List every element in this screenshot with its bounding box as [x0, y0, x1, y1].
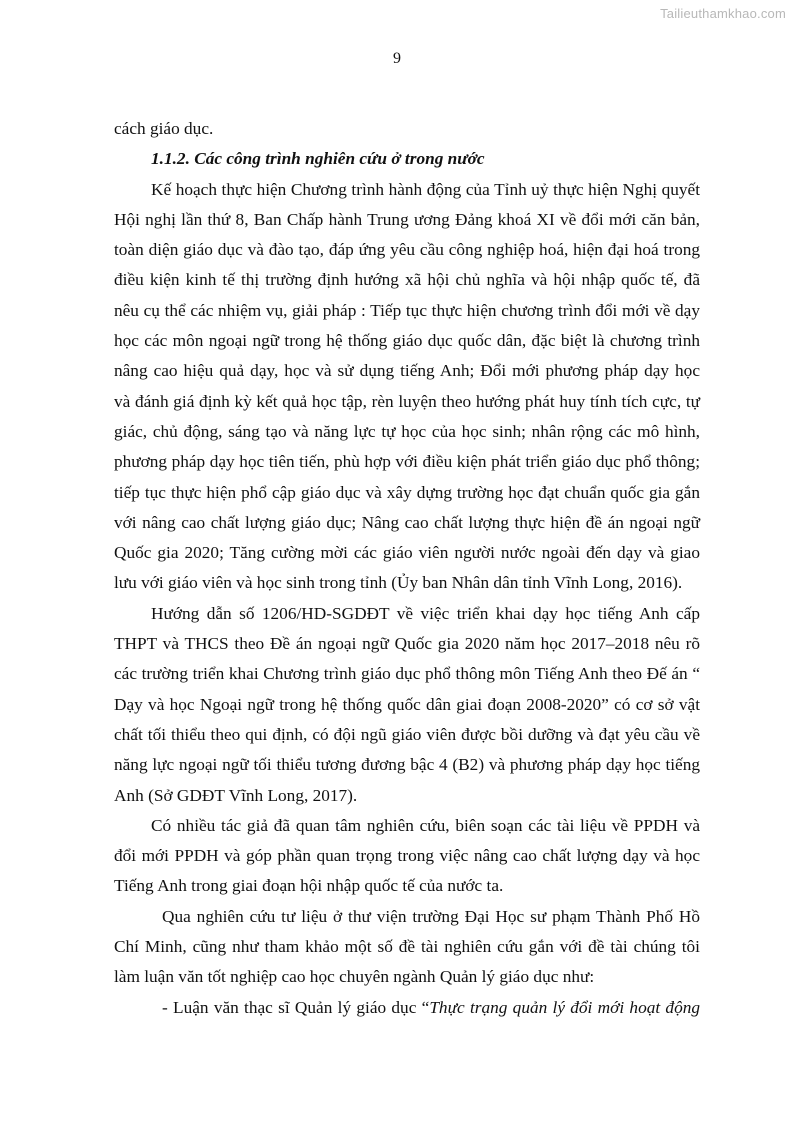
text-line: chất tối thiểu theo qui định, có đội ngũ giáo viên được bồi dưỡng và đạt yêu cầu về [114, 724, 700, 744]
text-line: điều kiện kinh tế thị trường định hướng xã hội chủ nghĩa và hội nhập quốc tế, đã [114, 270, 700, 290]
document-body [114, 114, 700, 1023]
text-line: THPT và THCS theo Đề án ngoại ngữ Quốc gia 2020 năm học 2017–2018 nêu rõ [114, 634, 700, 654]
text-line: Qua nghiên cứu tư liệu ở thư viện trường Đại Học sư phạm Thành Phố Hồ [162, 906, 700, 926]
watermark: Tailieuthamkhao.com [660, 6, 786, 21]
italic-title: Thực trạng quản lý đổi mới hoạt động [429, 997, 700, 1017]
text-line: Chí Minh, cũng như tham khảo một số đề tài nghiên cứu gắn với đề tài chúng tôi [114, 937, 700, 957]
text-line: giác, chủ động, sáng tạo và năng lực tự học của học sinh; nhân rộng các mô hình, [114, 421, 700, 441]
text-line: Anh (Sở GDĐT Vĩnh Long, 2017). [114, 785, 358, 805]
text-line: Dạy và học Ngoại ngữ trong hệ thống quốc dân giai đoạn 2008-2020” có cơ sở vật [114, 694, 700, 714]
section-heading: 1.1.2. Các công trình nghiên cứu ở trong nước [151, 149, 485, 169]
text-line: Quốc gia 2020; Tăng cường mời các giáo viên người nước ngoài đến dạy và giao [114, 543, 700, 563]
text-line-prefix: - Luận văn thạc sĩ Quản lý giáo dục “ [162, 997, 430, 1017]
page-number: 9 [393, 50, 401, 67]
text-line: Có nhiều tác giả đã quan tâm nghiên cứu, biên soạn các tài liệu về PPDH và [151, 815, 700, 835]
text-line: nêu cụ thể các nhiệm vụ, giải pháp : Tiếp tục thực hiện chương trình đổi mới về dạy [114, 300, 700, 320]
text-line: Hướng dẫn số 1206/HD-SGDĐT về việc triển khai dạy học tiếng Anh cấp [151, 603, 700, 623]
text-line: năng lực ngoại ngữ tối thiểu tương đương bậc 4 (B2) và phương pháp dạy học tiếng [114, 755, 700, 775]
text-line: với nâng cao chất lượng giáo dục; Nâng cao chất lượng thực hiện đề án ngoại ngữ [114, 512, 700, 532]
text-line: tiếp tục thực hiện phổ cập giáo dục và xây dựng trường học đạt chuẩn quốc gia gắn [114, 482, 700, 502]
text-line: cách giáo dục. [114, 119, 214, 138]
text-line: Hội nghị lần thứ 8, Ban Chấp hành Trung ương Đảng khoá XI về đổi mới căn bản, [114, 209, 700, 229]
text-line: làm luận văn tốt nghiệp cao học chuyên ngành Quản lý giáo dục như: [114, 967, 595, 987]
text-line: nâng cao hiệu quả dạy, học và sử dụng tiếng Anh; Đổi mới phương pháp dạy học [114, 361, 700, 381]
text-line: đổi mới PPDH và góp phần quan trọng trong việc nâng cao chất lượng dạy và học [114, 846, 700, 866]
text-line: các trường triển khai Chương trình giáo dục phổ thông môn Tiếng Anh theo Đế án “ [114, 664, 700, 684]
text-line: toàn diện giáo dục và đào tạo, đáp ứng yêu cầu công nghiệp hoá, hiện đại hoá trong [114, 240, 700, 260]
text-line: phương pháp dạy học tiên tiến, phù hợp với điều kiện phát triển giáo dục phổ thông; [114, 452, 700, 472]
text-line: và đánh giá định kỳ kết quả học tập, rèn luyện theo hướng phát huy tính tích cực, tự [114, 391, 700, 411]
text-line: lưu với giáo viên và học sinh trong tỉnh (Ủy ban Nhân dân tỉnh Vĩnh Long, 2016). [114, 573, 683, 593]
text-line: học các môn ngoại ngữ trong hệ thống giáo dục quốc dân, đặc biệt là chương trình [114, 331, 700, 351]
text-line: Tiếng Anh trong giai đoạn hội nhập quốc tế của nước ta. [114, 876, 504, 896]
text-line [114, 993, 700, 1023]
text-line: Kế hoạch thực hiện Chương trình hành động của Tỉnh uỷ thực hiện Nghị quyết [151, 179, 700, 199]
